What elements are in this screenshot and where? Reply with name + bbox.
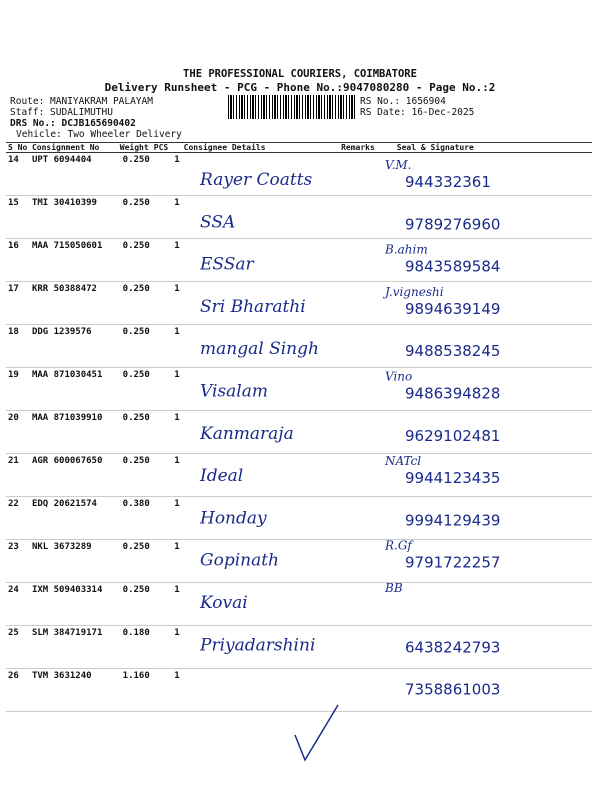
handwritten-phone: 9944123435	[405, 469, 501, 488]
table-header-row	[6, 143, 592, 153]
company-title: THE PROFESSIONAL COURIERS, COIMBATORE	[183, 68, 417, 80]
cell-weight: 0.250	[118, 239, 152, 282]
remarks-cell	[339, 368, 377, 411]
table-row	[6, 626, 592, 669]
cell-cno: TVM 3631240	[30, 669, 118, 712]
consignee-cell	[182, 282, 339, 325]
handwritten-signature: B.ahim	[385, 242, 428, 257]
remarks-cell	[339, 669, 377, 712]
col-weight: Weight	[118, 143, 152, 153]
cell-pcs: 1	[152, 325, 182, 368]
remarks-cell	[339, 411, 377, 454]
remarks-cell	[339, 282, 377, 325]
checkmark-icon	[295, 705, 338, 760]
cell-weight: 1.160	[118, 669, 152, 712]
table-row	[6, 196, 592, 239]
cell-sno: 26	[6, 669, 30, 712]
consignee-cell	[182, 540, 339, 583]
table-row	[6, 282, 592, 325]
seal-cell	[377, 454, 592, 497]
cell-weight: 0.250	[118, 540, 152, 583]
cell-sno: 18	[6, 325, 30, 368]
cell-pcs: 1	[152, 583, 182, 626]
cell-sno: 17	[6, 282, 30, 325]
seal-cell	[377, 368, 592, 411]
consignee-cell	[182, 626, 339, 669]
remarks-cell	[339, 454, 377, 497]
seal-cell	[377, 411, 592, 454]
handwritten-consignee: Sri Bharathi	[200, 296, 306, 317]
table-row	[6, 368, 592, 411]
handwritten-consignee: Ideal	[200, 466, 244, 487]
cell-pcs: 1	[152, 282, 182, 325]
cell-sno: 16	[6, 239, 30, 282]
table-row	[6, 583, 592, 626]
cell-cno: TMI 30410399	[30, 196, 118, 239]
runsheet-table	[6, 142, 592, 712]
cell-cno: MAA 871030451	[30, 368, 118, 411]
consignee-cell	[182, 368, 339, 411]
seal-cell	[377, 540, 592, 583]
handwritten-consignee: Priyadarshini	[200, 635, 316, 656]
cell-pcs: 1	[152, 540, 182, 583]
handwritten-phone: 9488538245	[405, 342, 501, 361]
cell-cno: MAA 871039910	[30, 411, 118, 454]
col-seal: Seal & Signature	[377, 143, 592, 153]
cell-pcs: 1	[152, 153, 182, 196]
vehicle-label: Vehicle: Two Wheeler Delivery	[16, 129, 182, 140]
handwritten-phone: 9994129439	[405, 511, 501, 530]
handwritten-consignee: Honday	[200, 508, 267, 529]
handwritten-phone: 9789276960	[405, 215, 501, 234]
consignee-cell	[182, 239, 339, 282]
remarks-cell	[339, 497, 377, 540]
handwritten-consignee: Rayer Coatts	[200, 170, 313, 190]
barcode	[228, 95, 356, 119]
handwritten-signature: V.M.	[385, 158, 412, 172]
cell-sno: 21	[6, 454, 30, 497]
cell-pcs: 1	[152, 411, 182, 454]
cell-weight: 0.180	[118, 626, 152, 669]
handwritten-consignee: Kovai	[200, 593, 248, 613]
table-row	[6, 325, 592, 368]
table-row	[6, 411, 592, 454]
handwritten-phone: 9629102481	[405, 426, 501, 445]
cell-cno: IXM 509403314	[30, 583, 118, 626]
consignee-cell	[182, 325, 339, 368]
seal-cell	[377, 497, 592, 540]
cell-cno: UPT 6094404	[30, 153, 118, 196]
handwritten-consignee: Kanmaraja	[200, 423, 294, 444]
cell-weight: 0.250	[118, 583, 152, 626]
remarks-cell	[339, 325, 377, 368]
table-row	[6, 153, 592, 196]
cell-pcs: 1	[152, 454, 182, 497]
col-remarks: Remarks	[341, 143, 375, 152]
cell-weight: 0.250	[118, 153, 152, 196]
cell-sno: 20	[6, 411, 30, 454]
seal-cell	[377, 669, 592, 712]
handwritten-phone: 7358861003	[405, 680, 501, 699]
cell-cno: DDG 1239576	[30, 325, 118, 368]
cell-weight: 0.250	[118, 368, 152, 411]
cell-cno: EDQ 20621574	[30, 497, 118, 540]
handwritten-consignee: ESSar	[200, 254, 254, 275]
seal-cell	[377, 239, 592, 282]
handwritten-signature: NATcl	[385, 454, 422, 469]
cell-weight: 0.250	[118, 454, 152, 497]
col-consignee: Consignee Details	[182, 143, 339, 153]
handwritten-phone: 9791722257	[405, 553, 501, 572]
drs-label: DRS No.: DCJB165690402	[10, 118, 136, 129]
col-consignment: Consignment No	[30, 143, 118, 153]
handwritten-phone: 6438242793	[405, 638, 501, 657]
cell-cno: MAA 715050601	[30, 239, 118, 282]
table-row	[6, 497, 592, 540]
consignee-cell	[182, 196, 339, 239]
consignee-cell	[182, 497, 339, 540]
cell-sno: 23	[6, 540, 30, 583]
cell-sno: 19	[6, 368, 30, 411]
handwritten-phone: 9894639149	[405, 299, 501, 318]
handwritten-phone: 9486394828	[405, 384, 501, 403]
cell-cno: AGR 600067650	[30, 454, 118, 497]
rs-no-label: RS No.: 1656904	[360, 96, 446, 107]
cell-sno: 22	[6, 497, 30, 540]
table-row	[6, 669, 592, 712]
handwritten-consignee: Gopinath	[200, 550, 279, 571]
seal-cell	[377, 325, 592, 368]
table-row	[6, 540, 592, 583]
cell-cno: NKL 3673289	[30, 540, 118, 583]
consignee-cell	[182, 583, 339, 626]
cell-pcs: 1	[152, 626, 182, 669]
handwritten-consignee: mangal Singh	[200, 339, 319, 360]
seal-cell	[377, 282, 592, 325]
cell-pcs: 1	[152, 239, 182, 282]
cell-sno: 15	[6, 196, 30, 239]
remarks-cell	[339, 626, 377, 669]
consignee-cell	[182, 669, 339, 712]
cell-cno: SLM 384719171	[30, 626, 118, 669]
seal-cell	[377, 196, 592, 239]
remarks-cell	[339, 196, 377, 239]
cell-pcs: 1	[152, 368, 182, 411]
cell-pcs: 1	[152, 669, 182, 712]
cell-cno: KRR 50388472	[30, 282, 118, 325]
rs-date-label: RS Date: 16-Dec-2025	[360, 107, 475, 118]
handwritten-signature: J.vigneshi	[385, 284, 444, 299]
col-pcs: PCS	[152, 143, 182, 153]
handwritten-phone: 9843589584	[405, 257, 501, 276]
cell-sno: 25	[6, 626, 30, 669]
consignee-cell	[182, 454, 339, 497]
handwritten-signature: R.Gf	[385, 538, 412, 553]
handwritten-phone: 944332361	[405, 173, 491, 191]
seal-cell	[377, 153, 592, 196]
remarks-cell	[339, 583, 377, 626]
consignee-cell	[182, 411, 339, 454]
cell-pcs: 1	[152, 196, 182, 239]
runsheet-title: Delivery Runsheet - PCG - Phone No.:9047080280 - Page No.:2	[104, 81, 496, 94]
remarks-cell	[339, 239, 377, 282]
staff-label: Staff: SUDALIMUTHU	[10, 107, 113, 118]
cell-weight: 0.250	[118, 411, 152, 454]
seal-cell	[377, 583, 592, 626]
cell-sno: 24	[6, 583, 30, 626]
table-row	[6, 454, 592, 497]
cell-weight: 0.250	[118, 196, 152, 239]
cell-pcs: 1	[152, 497, 182, 540]
cell-weight: 0.250	[118, 325, 152, 368]
cell-weight: 0.380	[118, 497, 152, 540]
handwritten-signature: BB	[385, 581, 403, 595]
table-row	[6, 239, 592, 282]
cell-sno: 14	[6, 153, 30, 196]
remarks-cell	[339, 540, 377, 583]
handwritten-consignee: SSA	[200, 212, 236, 233]
remarks-cell	[339, 153, 377, 196]
route-label: Route: MANIYAKRAM PALAYAM	[10, 96, 153, 107]
handwritten-signature: Vino	[385, 369, 413, 384]
col-sno: S No	[6, 143, 30, 153]
cell-weight: 0.250	[118, 282, 152, 325]
handwritten-consignee: Visalam	[200, 381, 268, 402]
seal-cell	[377, 626, 592, 669]
consignee-cell	[182, 153, 339, 196]
